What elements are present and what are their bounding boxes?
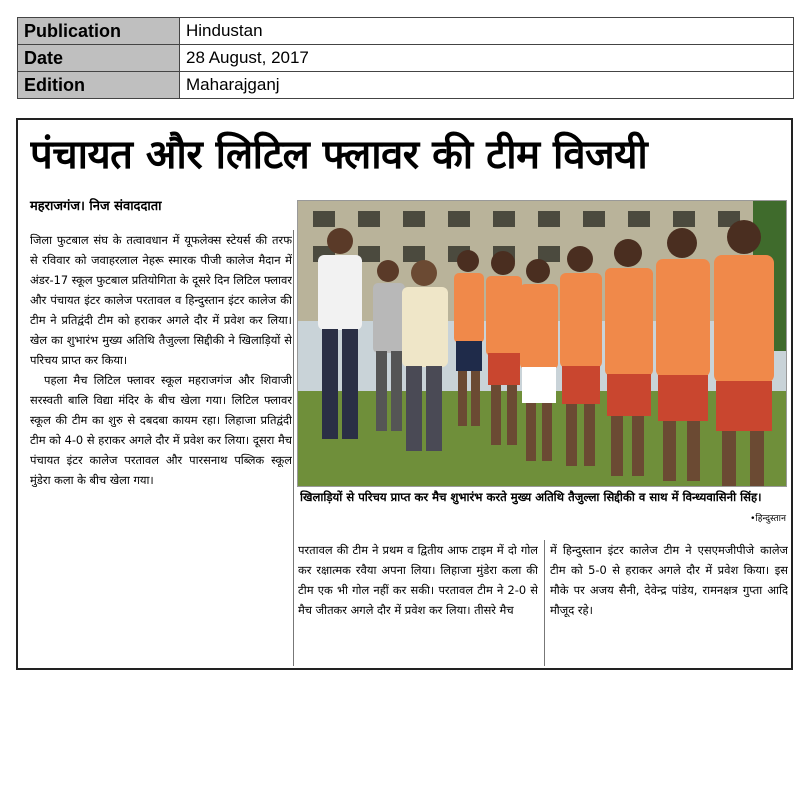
headline: पंचायत और लिटिल फ्लावर की टीम विजयी bbox=[30, 132, 648, 178]
news-clipping bbox=[16, 118, 793, 670]
column-3-text: में हिन्दुस्तान इंटर कालेज टीम ने एसएमजीपीजे कालेज टीम को 5-0 से हराकर अगले दौर में प्रवेश किया। इस मौके पर अजय सैनी, देवेन्द्र पांडेय, रामनक्षत्र गुप्ता आदि मौजूद रहे। bbox=[550, 543, 788, 617]
photo-credit: •हिन्दुस्तान bbox=[750, 514, 786, 524]
publication-label: Publication bbox=[18, 18, 180, 45]
edition-value: Maharajganj bbox=[180, 72, 794, 99]
photo-illustration bbox=[298, 201, 787, 487]
paragraph-1: जिला फुटबाल संघ के तत्वावधान में यूफलेक्स स्टेयर्स की तरफ से रविवार को जवाहरलाल नेहरू स्मारक पीजी कालेज मैदान में अंडर-17 स्कूल फुटबाल प्रतियोगिता के दूसरे दिन लिटिल फ्लावर और पंचायत इंटर कालेज परतावल व हिन्दुस्तान इंटर कालेज की टीम ने प्रतिद्वंदी टीम को हराकर अगले दौर में प्रवेश कर लिया। खेल का शुभारंभ मुख्य अतिथि तैजुल्ला सिद्दीकी ने खिलाड़ियों से परिचय प्राप्त कर किया। bbox=[30, 233, 292, 367]
article-column-2 bbox=[298, 540, 538, 666]
article-column-1 bbox=[30, 230, 292, 666]
metadata-table bbox=[17, 17, 794, 99]
date-label: Date bbox=[18, 45, 180, 72]
article-column-3 bbox=[550, 540, 788, 666]
date-value: 28 August, 2017 bbox=[180, 45, 794, 72]
metadata-row-date bbox=[18, 45, 794, 72]
photo-caption: खिलाड़ियों से परिचय प्राप्त कर मैच शुभारंभ करते मुख्य अतिथि तैजुल्ला सिद्दीकी व साथ में विन्ध्यवासिनी सिंह। bbox=[300, 490, 762, 504]
news-photo bbox=[297, 200, 787, 487]
publication-value: Hindustan bbox=[180, 18, 794, 45]
metadata-row-publication bbox=[18, 18, 794, 45]
column-divider-1 bbox=[293, 230, 294, 666]
column-2-text: परतावल की टीम ने प्रथम व द्वितीय आफ टाइम में दो गोल कर रक्षात्मक रवैया अपना लिया। लिहाजा मुंडेरा कला की टीम एक भी गोल नहीं कर सकी। परतावल टीम ने 2-0 से मैच जीतकर अगले दौर में प्रवेश कर लिया। तीसरे मैच bbox=[298, 543, 538, 617]
metadata-row-edition bbox=[18, 72, 794, 99]
edition-label: Edition bbox=[18, 72, 180, 99]
column-divider-2 bbox=[544, 540, 545, 666]
paragraph-2: पहला मैच लिटिल फ्लावर स्कूल महराजगंज और शिवाजी सरस्वती बालि विद्या मंदिर के बीच खेला गया। लिटिल फ्लावर स्कूल की टीम का शुरु से दबदबा कायम रहा। लिहाजा प्रतिद्वंदी टीम को 4-0 से हराकर अगले दौर में प्रवेश कर लिया। दूसरा मैच पंचायत इंटर कालेज परतावल और पारसनाथ पब्लिक स्कूल मुंडेरा कला के बीच खेला गया। bbox=[30, 373, 292, 487]
dateline: महराजगंज। निज संवाददाता bbox=[30, 199, 162, 214]
